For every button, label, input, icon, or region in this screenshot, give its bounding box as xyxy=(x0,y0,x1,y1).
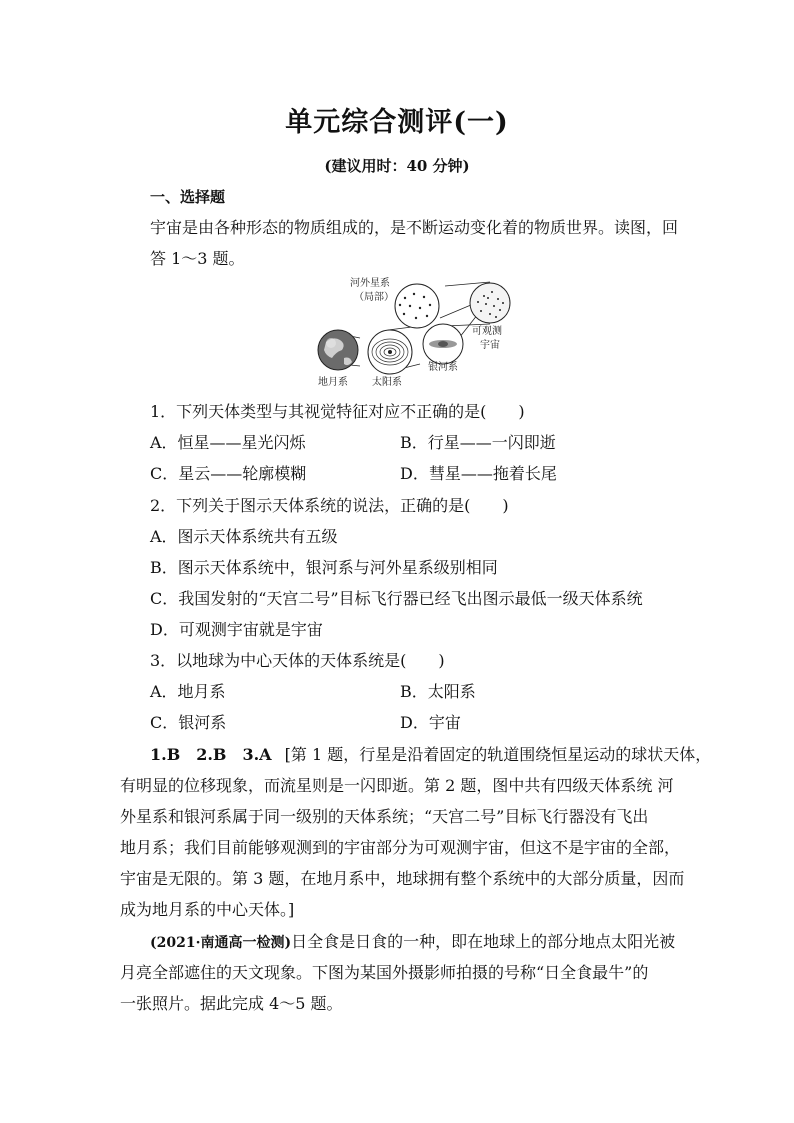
question-2-option-a: A．图示天体系统共有五级 xyxy=(150,527,338,546)
intro-line-2: 答 1～3 题。 xyxy=(150,249,245,268)
question-2-option-b: B．图示天体系统中，银河系与河外星系级别相同 xyxy=(150,558,498,577)
question-1-option-b: B．行星——一闪即逝 xyxy=(400,433,556,452)
observable-universe-circle xyxy=(470,283,510,323)
label-extragalactic-part: （局部） xyxy=(354,292,394,303)
intro2-line-3: 一张照片。据此完成 4～5 题。 xyxy=(120,994,343,1013)
answer-keys: 1.B 2.B 3.A xyxy=(150,745,272,764)
extragalactic-galaxy-circle xyxy=(395,284,439,328)
answer-line-5: 宇宙是无限的。第 3 题，在地月系中，地球拥有整个系统中的大部分质量，因而 xyxy=(120,869,685,888)
label-extragalactic: 河外星系 xyxy=(350,278,390,289)
page-title: 单元综合测评(一) xyxy=(285,107,509,138)
label-observable: 可观测 xyxy=(472,326,502,337)
celestial-systems-figure xyxy=(300,272,520,392)
answer-line-3: 外星系和银河系属于同一级别的天体系统；“天宫二号”目标飞行器没有飞出 xyxy=(120,807,649,826)
answer-line-2: 有明显的位移现象，而流星则是一闪即逝。第 2 题，图中共有四级天体系统 河 xyxy=(120,776,674,795)
question-1-option-c: C．星云——轮廓模糊 xyxy=(150,464,307,483)
question-2-option-c: C．我国发射的“天宫二号”目标飞行器已经飞出图示最低一级天体系统 xyxy=(150,589,643,608)
answer-line-1 xyxy=(150,742,711,765)
source-note: (2021·南通高一检测) xyxy=(150,935,292,951)
answer-line-6: 成为地月系的中心天体。] xyxy=(120,900,295,919)
question-1-option-d: D．彗星——拖着长尾 xyxy=(400,464,557,483)
suggested-time: (建议用时：40 分钟) xyxy=(324,157,470,175)
earth-globe-icon xyxy=(318,330,358,370)
question-3-option-b: B．太阳系 xyxy=(400,682,476,701)
section-heading: 一、选择题 xyxy=(150,188,226,206)
intro2-text-start: 日全食是日食的一种，即在地球上的部分地点太阳光被 xyxy=(291,932,676,951)
question-2-stem: 2．下列关于图示天体系统的说法，正确的是( ) xyxy=(150,496,509,515)
label-universe: 宇宙 xyxy=(480,340,500,351)
question-3-option-a: A．地月系 xyxy=(150,682,226,701)
solar-system-circle xyxy=(368,330,412,374)
question-1-stem: 1．下列天体类型与其视觉特征对应不正确的是( ) xyxy=(150,402,525,421)
answer-line-4: 地月系；我们目前能够观测到的宇宙部分为可观测宇宙，但这不是宇宙的全部， xyxy=(120,838,681,857)
answer-explanation-start: [第 1 题，行星是沿着固定的轨道围绕恒星运动的球状天体， xyxy=(284,745,712,764)
question-3-stem: 3．以地球为中心天体的天体系统是( ) xyxy=(150,651,445,670)
milky-way-circle xyxy=(423,324,463,364)
question-2-option-d: D．可观测宇宙就是宇宙 xyxy=(150,620,323,639)
intro2-line-2: 月亮全部遮住的天文现象。下图为某国外摄影师拍摄的号称“日全食最牛”的 xyxy=(120,963,649,982)
question-1-option-a: A．恒星——星光闪烁 xyxy=(150,433,306,452)
label-earth-moon: 地月系 xyxy=(318,377,348,388)
label-milky-way: 银河系 xyxy=(428,362,458,373)
question-3-option-c: C．银河系 xyxy=(150,713,227,732)
intro2-line-1 xyxy=(150,929,675,952)
intro-line-1: 宇宙是由各种形态的物质组成的，是不断运动变化着的物质世界。读图，回 xyxy=(150,218,679,237)
label-solar-system: 太阳系 xyxy=(372,377,402,388)
question-3-option-d: D．宇宙 xyxy=(400,713,461,732)
